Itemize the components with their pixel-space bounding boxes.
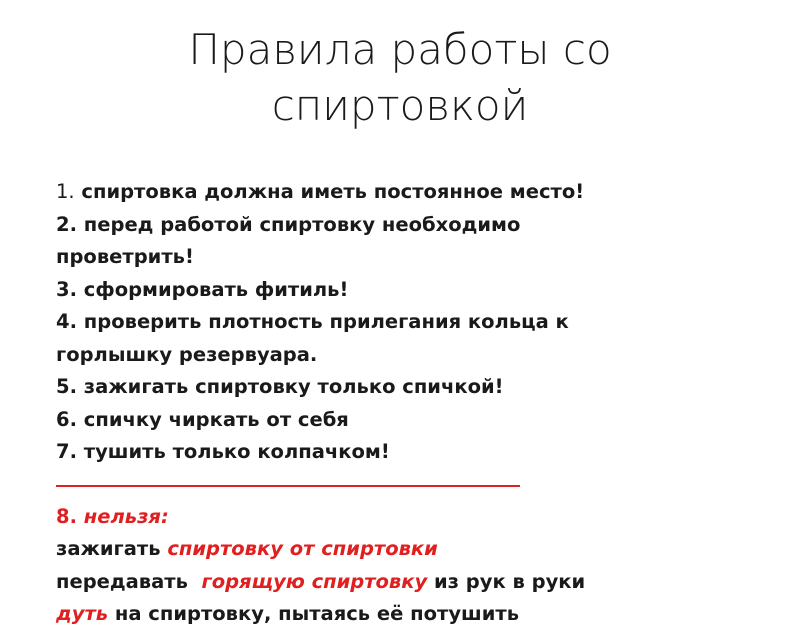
- rule-text: перед работой спиртовку необходимо: [83, 212, 521, 236]
- forbidden-item-1: [56, 533, 756, 566]
- forbidden-item-highlight: дуть: [56, 602, 109, 625]
- rule-2-continued: [56, 241, 756, 274]
- rule-5: [56, 371, 756, 404]
- title-line-2: спиртовкой: [271, 81, 529, 130]
- forbidden-item-highlight: спиртовку от спиртовки: [167, 537, 438, 560]
- slide-title: [0, 22, 800, 134]
- forbidden-item-highlight: горящую спиртовку: [201, 569, 428, 593]
- forbidden-item-text: зажигать: [56, 537, 168, 560]
- forbidden-item-3: [56, 598, 756, 631]
- rule-7: [56, 436, 756, 469]
- rule-number: 3.: [56, 277, 77, 301]
- rule-text: горлышку резервуара.: [56, 342, 318, 366]
- rule-number: 7.: [56, 440, 77, 463]
- rule-text: проверить плотность прилегания кольца к: [83, 310, 569, 333]
- forbidden-item-text: из рук в руки: [427, 569, 586, 593]
- forbidden-item-text: на спиртовку, пытаясь её потушить: [108, 602, 520, 625]
- rule-4-continued: [56, 339, 756, 372]
- forbidden-item-2: [56, 566, 756, 599]
- rule-text: спичку чиркать от себя: [83, 407, 349, 431]
- rule-number: 8.: [56, 504, 77, 528]
- rule-text: спиртовка должна иметь постоянное место!: [81, 180, 585, 203]
- rule-6: [56, 404, 756, 437]
- rule-number: 2.: [56, 212, 77, 236]
- rules-list: [56, 176, 756, 631]
- rule-4: [56, 306, 756, 339]
- rule-number: 5.: [56, 375, 77, 398]
- rule-number: 4.: [56, 310, 77, 333]
- forbidden-heading: нельзя:: [83, 504, 169, 528]
- rule-number: 6.: [56, 407, 77, 431]
- rule-2: [56, 209, 756, 242]
- forbidden-item-text: передавать: [56, 569, 202, 593]
- rule-text: сформировать фитиль!: [83, 277, 349, 301]
- rule-text: проветрить!: [56, 245, 194, 268]
- rule-text: тушить только колпачком!: [83, 440, 390, 463]
- rule-1: [56, 176, 756, 209]
- title-line-1: Правила работы со: [188, 25, 612, 74]
- red-divider: [56, 469, 520, 487]
- rule-text: зажигать спиртовку только спичкой!: [83, 375, 504, 398]
- rule-3: [56, 274, 756, 307]
- rule-8-heading: [56, 501, 756, 534]
- rule-number: 1.: [56, 180, 75, 203]
